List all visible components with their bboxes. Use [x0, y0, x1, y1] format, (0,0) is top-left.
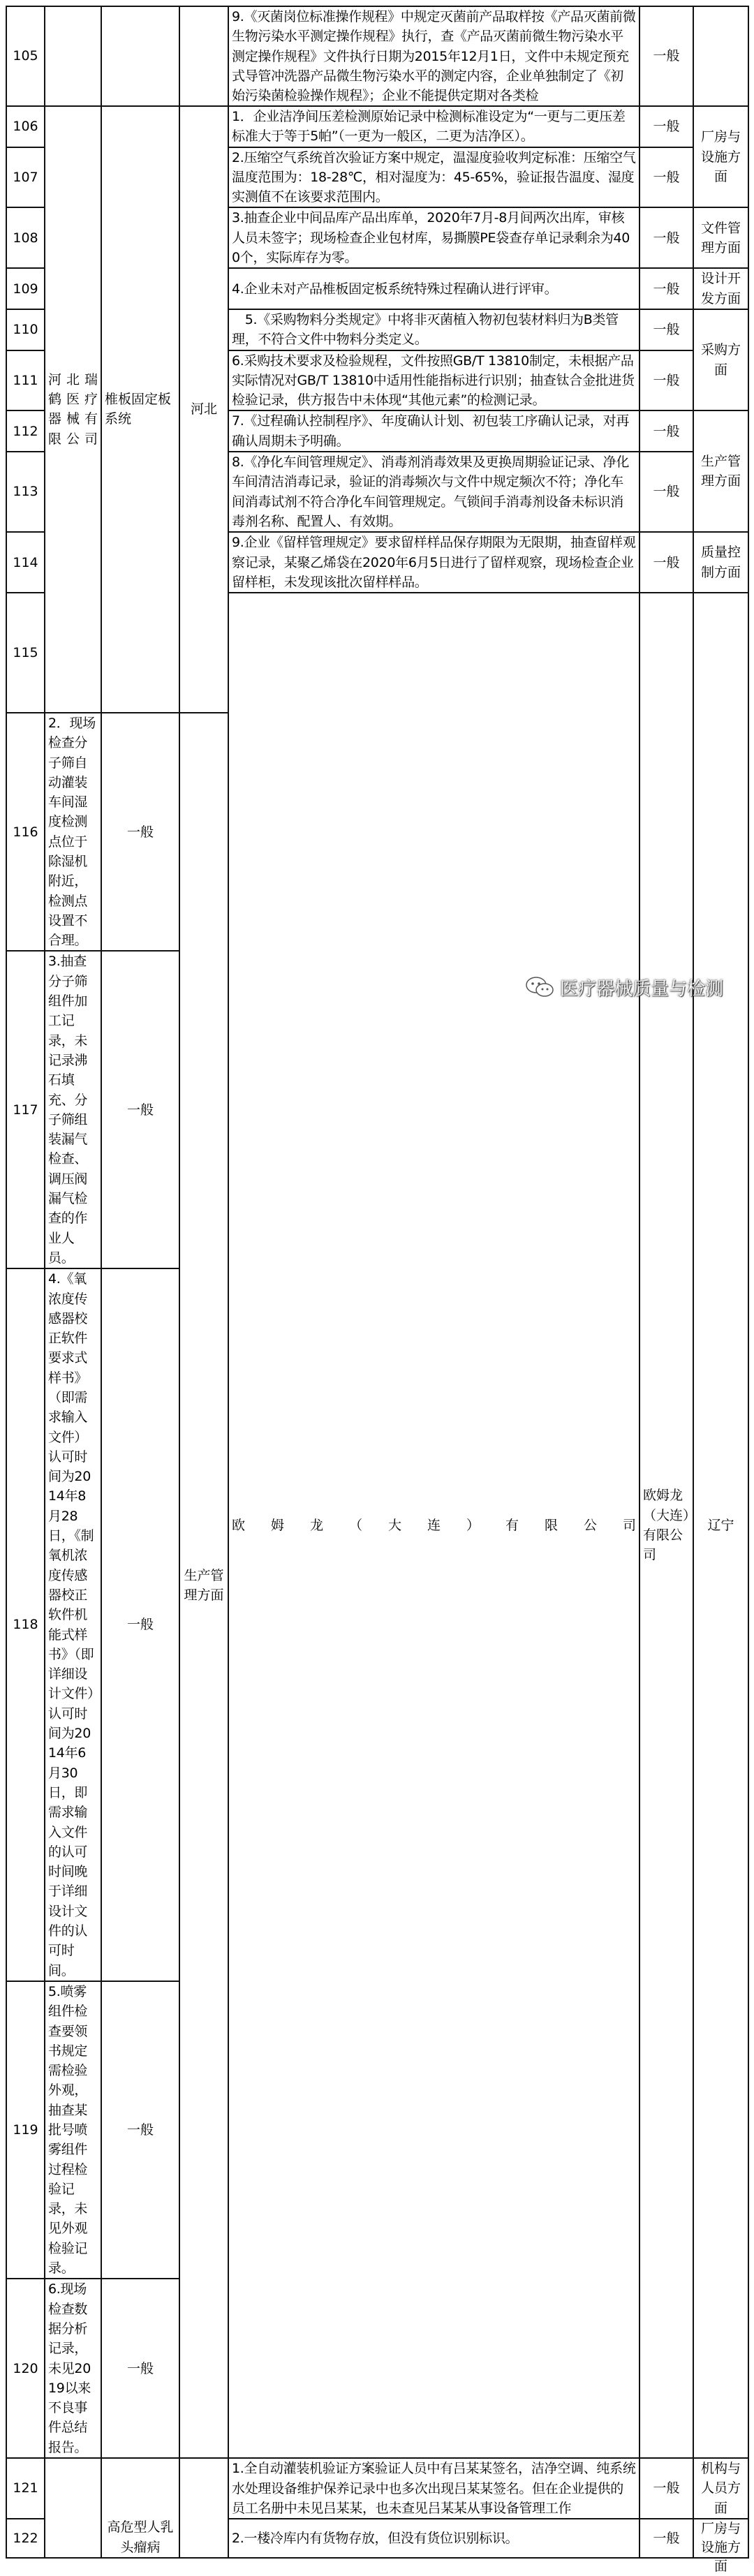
row-number: 114: [6, 532, 45, 593]
finding-description: 9.企业《留样管理规定》要求留样样品保存期限为无限期，抽查留样观察记录，某聚乙烯袋在2020年6月5日进行了留样观察，现场检查企业留样柜，未发现该批次留样样品。: [228, 532, 640, 593]
category-label: 厂房与设施方面: [693, 2519, 748, 2558]
finding-description: 2.一楼冷库内有货物存放，但没有货位识别标识。: [228, 2519, 640, 2558]
finding-description: 8.《净化车间管理规定》、消毒剂消毒效果及更换周期验证记录、净化车间清洁消毒记录，验证的消毒频次与文件中规定频次不符；净化车间消毒试剂不符合净化车间管理规定。气锁间手消毒剂设备未标识消毒剂名称、配置人、有效期。: [228, 452, 640, 532]
severity-level: 一般: [640, 106, 693, 147]
severity-level: 一般: [101, 713, 179, 952]
finding-description: 5.喷雾组件检查要领书规定需检验外观，抽查某批号喷雾组件过程检验记录，未见外观检验记录。: [45, 1981, 101, 2279]
severity-level: 一般: [640, 207, 693, 268]
region-name: 辽宁: [693, 593, 748, 2458]
category-label: 设计开发方面: [693, 268, 748, 309]
severity-level: 一般: [640, 532, 693, 593]
row-number: 111: [6, 350, 45, 411]
finding-description: 9.《灭菌岗位标准操作规程》中规定灭菌前产品取样按《产品灭菌前微生物污染水平测定操作规程》执行，查《产品灭菌前微生物污染水平测定操作规程》文件执行日期为2015年12月1日，文件中未规定预充式导管冲洗器产品微生物污染水平的测定内容，企业单独制定了《初始污染菌检验操作规程》；企业不能提供定期对各类检: [228, 6, 640, 106]
table-row: [6, 106, 748, 147]
severity-level: 一般: [640, 268, 693, 309]
finding-description: 2．现场检查分子筛自动灌装车间湿度检测点位于除湿机附近，检测点设置不合理。: [45, 713, 101, 952]
severity-level: 一般: [640, 147, 693, 208]
watermark: [525, 972, 723, 1002]
row-number: 109: [6, 268, 45, 309]
row-number: 120: [6, 2279, 45, 2458]
severity-level: 一般: [640, 309, 693, 350]
category-label: 采购方面: [693, 309, 748, 410]
severity-level: 一般: [101, 951, 179, 1268]
finding-description: 1.全自动灌装机验证方案验证人员中有吕某某签名，洁净空调、纯系统水处理设备维护保养记录中也多次出现吕某某签名。但在企业提供的员工名册中未见吕某某，也未查见吕某某从事设备管理工作: [228, 2458, 640, 2519]
category-label: 文件管理方面: [693, 207, 748, 268]
row-number: 108: [6, 207, 45, 268]
finding-description: 1．企业洁净间压差检测原始记录中检测标准设定为“一更与二更压差标准大于等于5帕”（一更为一般区，二更为洁净区）。: [228, 106, 640, 147]
severity-level: 一般: [640, 410, 693, 452]
product-name: 椎板固定板系统: [101, 106, 179, 713]
company-cell: [45, 2458, 101, 2558]
severity-level: 一般: [101, 1981, 179, 2279]
row-number: 122: [6, 2519, 45, 2558]
category-cell: [693, 6, 748, 106]
inspection-table: [6, 6, 749, 2574]
finding-description: 4.《氧浓度传感器校正软件要求式样书》（即需求输入文件）认可时间为2014年8月28日，《制氧机浓度传感器校正软件机能式样书》（即详细设计文件）认可时间为2014年6月30日，即需求输入文件的认可时间晚于详细设计文件的认可时间。: [45, 1268, 101, 1981]
row-number: 117: [6, 951, 45, 1268]
watermark-text: 医疗器械质量与检测: [560, 978, 724, 1000]
row-number: 118: [6, 1268, 45, 1981]
row-number: 113: [6, 452, 45, 532]
finding-description: 7.《过程确认控制程序》、年度确认计划、初包装工序确认记录，对再确认周期未予明确。: [228, 410, 640, 452]
row-number: 112: [6, 410, 45, 452]
finding-description: 6.采购技术要求及检验规程，文件按照GB/T 13810制定，未根据产品实际情况对GB/T 13810中适用性能指标进行识别；抽查钛合金批进货检验记录，供方报告中未体现“其他元素”的检测记录。: [228, 350, 640, 411]
severity-level: 一般: [640, 452, 693, 532]
company-cell: [45, 6, 101, 106]
severity-level: 一般: [640, 2519, 693, 2558]
row-number: 119: [6, 1981, 45, 2279]
row-number: 115: [6, 593, 45, 713]
row-number: 107: [6, 147, 45, 208]
row-number: 106: [6, 106, 45, 147]
row-number: 110: [6, 309, 45, 350]
severity-level: 一般: [640, 350, 693, 411]
severity-level: 一般: [640, 2458, 693, 2519]
finding-description: 2.压缩空气系统首次验证方案中规定，温湿度验收判定标准：压缩空气温度范围为：18-28℃，相对湿度为：45-65%，验证报告温度、湿度实测值不在该要求范围内。: [228, 147, 640, 208]
category-label: 生产管理方面: [693, 410, 748, 532]
region-cell: [179, 2458, 228, 2558]
row-number: 116: [6, 713, 45, 952]
table-row: [6, 6, 748, 106]
row-number: 121: [6, 2458, 45, 2519]
row-number: 105: [6, 6, 45, 106]
category-label: 质量控制方面: [693, 532, 748, 593]
product-cell: [101, 6, 179, 106]
product-name: 欧姆龙（大连）有限公司: [640, 593, 693, 2458]
company-name: 欧姆龙（大连）有限公司: [228, 593, 640, 2458]
wechat-icon: [525, 976, 554, 998]
category-label: 厂房与设施方面: [693, 106, 748, 207]
severity-level: 一般: [101, 2279, 179, 2458]
finding-description: 4.企业未对产品椎板固定板系统特殊过程确认进行评审。: [228, 268, 640, 309]
region-name: 河北: [179, 106, 228, 713]
finding-description: 5.《采购物料分类规定》中将非灭菌植入物初包装材料归为B类管理，不符合文件中物料分类定义。: [228, 309, 640, 350]
finding-description: 6.现场检查数据分析记录，未见2019以来不良事件总结报告。: [45, 2279, 101, 2458]
table-row: [6, 2458, 748, 2519]
severity-level: 一般: [101, 1268, 179, 1981]
finding-description: 3.抽查分子筛组件加工记录，未记录沸石填充、分子筛组装漏气检查、调压阀漏气检查的作业人员。: [45, 951, 101, 1268]
product-name: 高危型人乳头瘤病: [101, 2458, 179, 2558]
company-name: 河北瑞鹤医疗器械有限公司: [45, 106, 101, 713]
finding-description: 3.抽查企业中间品库产品出库单，2020年7月-8月间两次出库，审核人员未签字；现场检查企业包材库，易撕膜PE袋查存单记录剩余为400个，实际库存为零。: [228, 207, 640, 268]
severity-level: 一般: [640, 6, 693, 106]
region-cell: [179, 6, 228, 106]
category-label: 生产管理方面: [179, 713, 228, 2458]
category-label: 机构与人员方面: [693, 2458, 748, 2519]
